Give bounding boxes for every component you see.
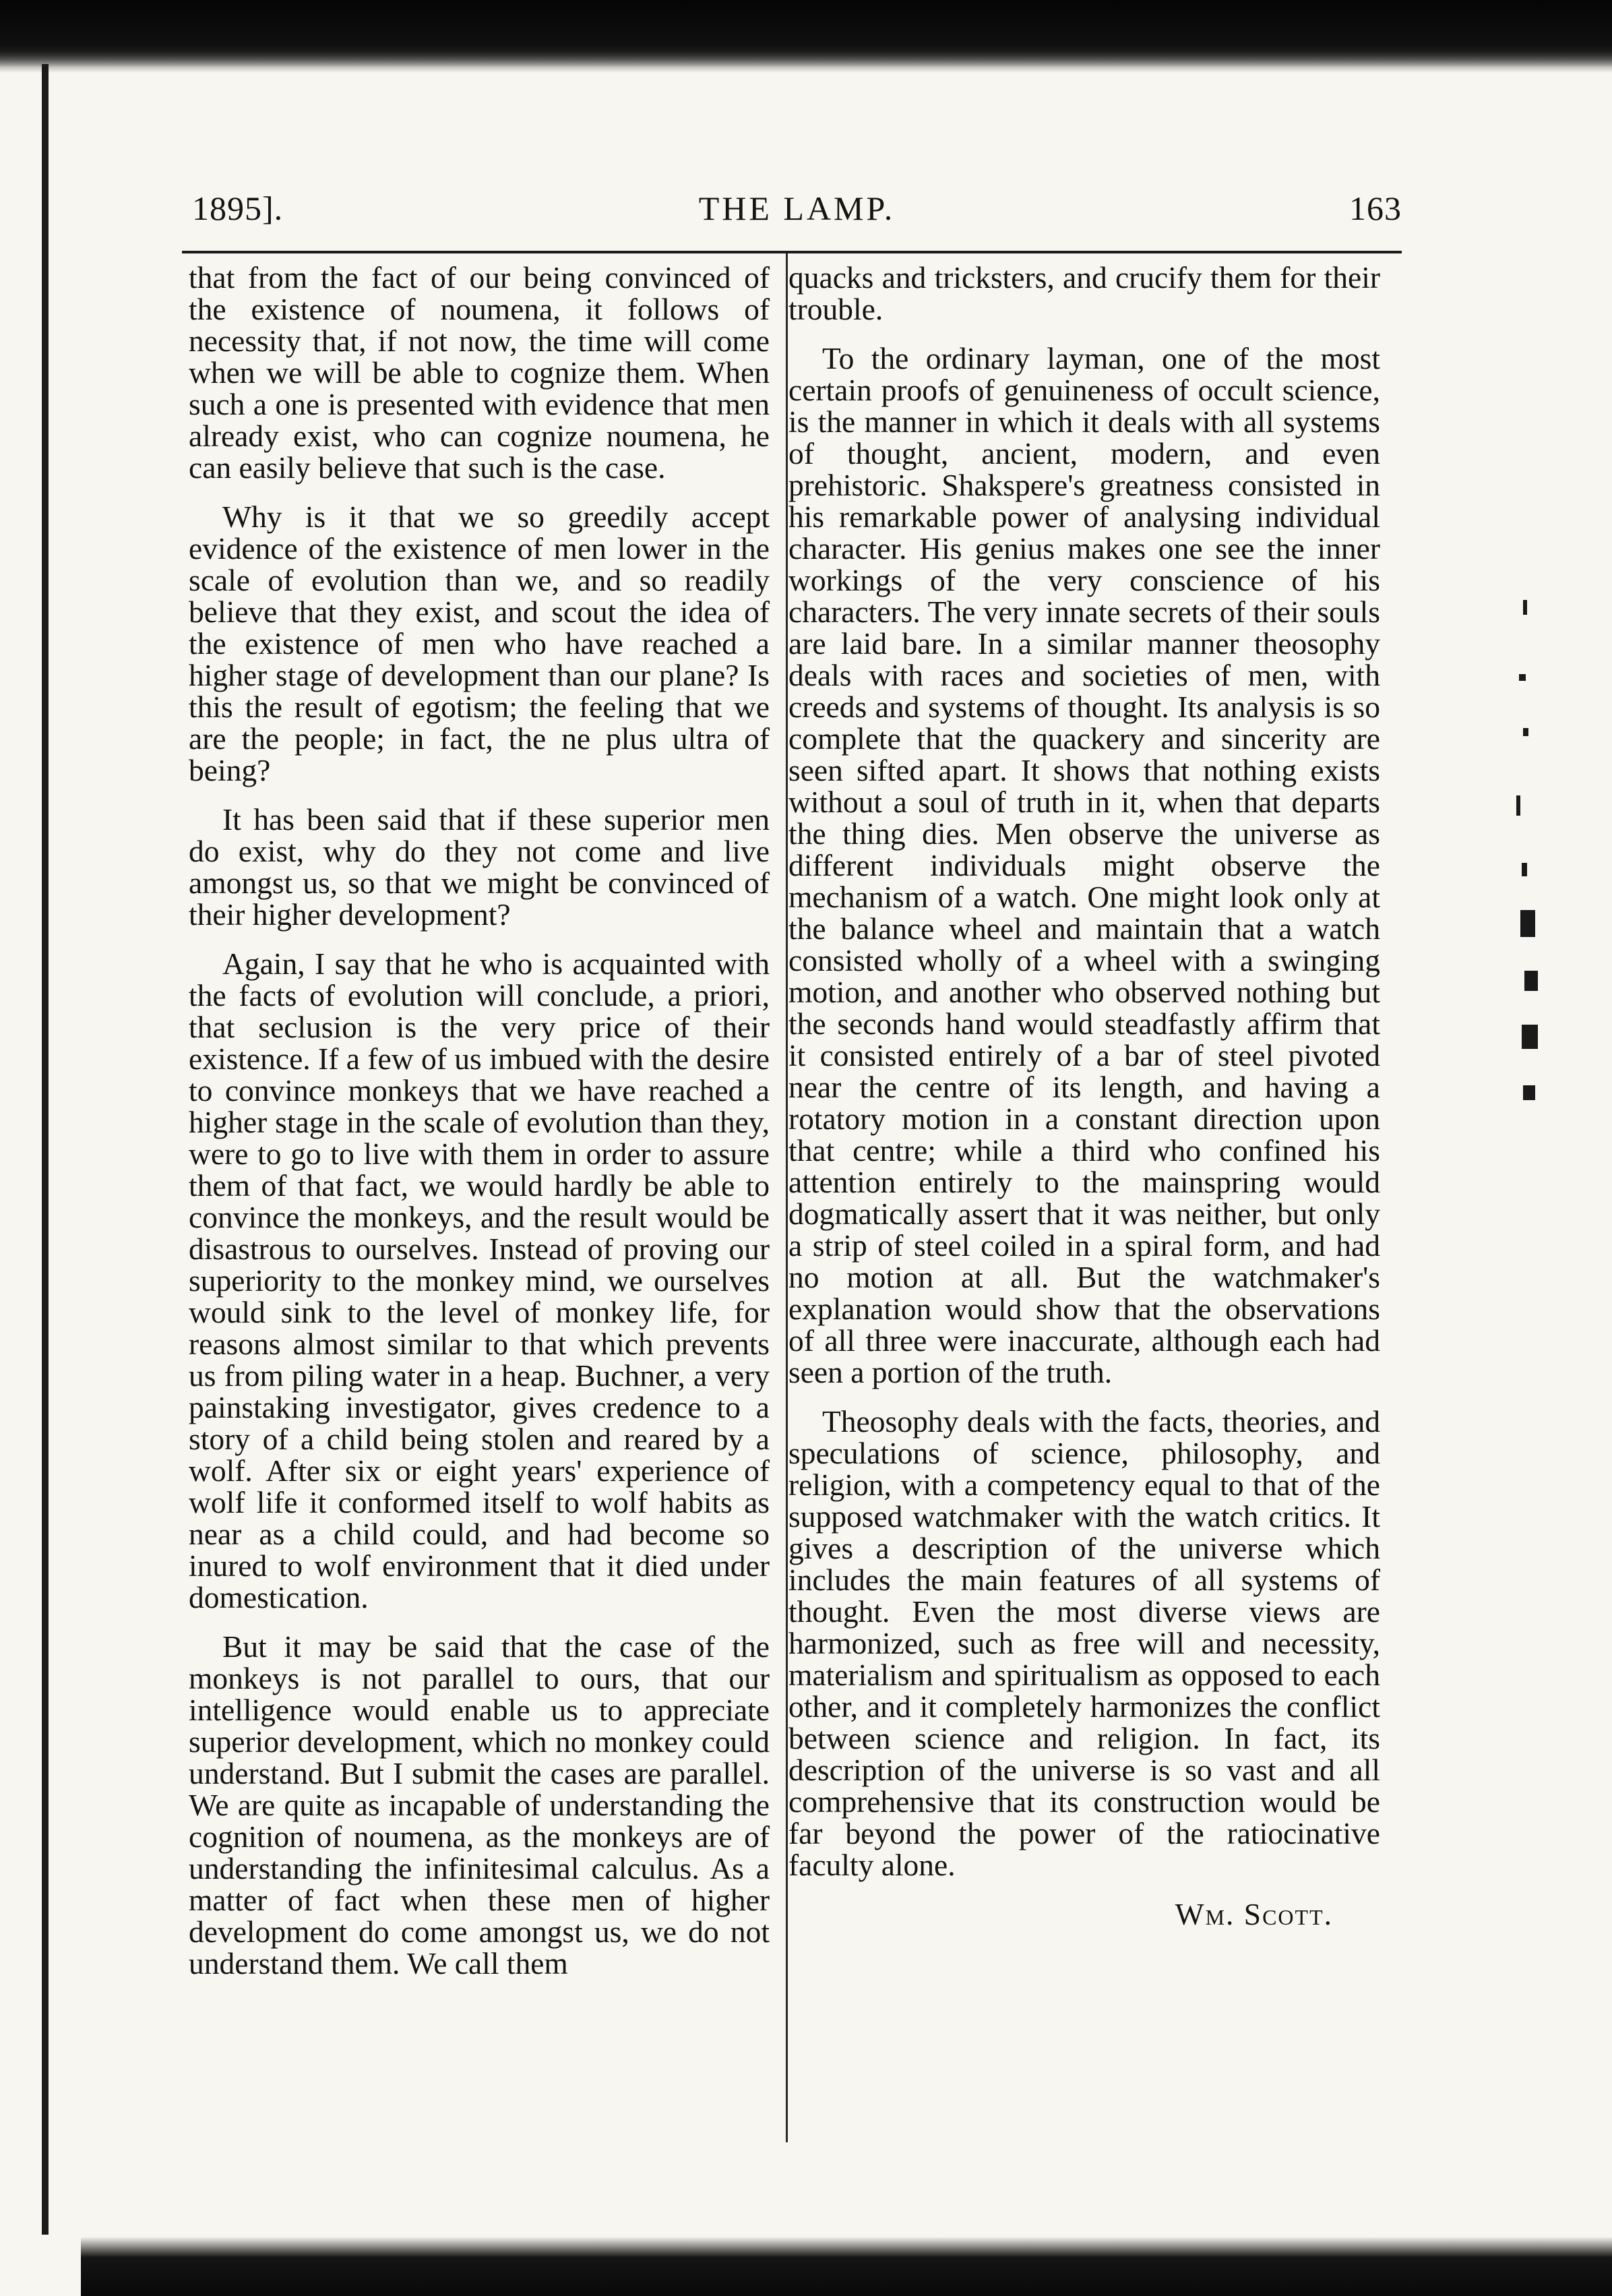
paragraph: But it may be said that the case of the monkeys is not parallel to ours, that our intelligence would enable us to appreciate superior development, which no monkey could understand. But I submit the cases are parallel. We are quite as incapable of understanding the cognition of noumena, as the monkeys are of understanding the infinitesimal calculus. As a matter of fact when these men of higher development do come amongst us, we do not understand them. We call them (189, 1629, 770, 1981)
scan-border-top (0, 0, 1612, 67)
page-number: 163 (1349, 189, 1402, 227)
paragraph: It has been said that if these superior men do exist, why do they not come and live amongst us, so that we might be convinced of their higher development? (189, 802, 770, 932)
column-divider (786, 253, 788, 2142)
left-column (189, 262, 770, 1997)
author-signature: Wm. Scott. (1175, 1897, 1333, 1931)
paragraph: quacks and tricksters, and crucify them for their trouble. (788, 260, 1380, 326)
header-rule (182, 251, 1402, 253)
scan-margin-marks (1510, 593, 1570, 1132)
paragraph: that from the fact of our being convinced of the existence of noumena, it follows of necessity that, if not now, the time will come when we will be able to cognize them. When such a one is presented with evidence that men already exist, who can cognize noumena, he can easily believe that such is the case. (189, 260, 770, 485)
header-year: 1895]. (192, 189, 284, 227)
journal-title: THE LAMP. (698, 189, 896, 227)
paragraph: To the ordinary layman, one of the most certain proofs of genuineness of occult science, is the manner in which it deals with all systems of thought, ancient, modern, and even prehistoric. Shakspere's greatness consisted in his remarkable power of analysing individual character. His genius makes one see the inner workings of the very conscience of his characters. The very innate secrets of their souls are laid bare. In a similar manner theosophy deals with races and societies of men, with creeds and systems of thought. Its analysis is so complete that the quackery and sincerity are seen sifted apart. It shows that nothing exists without a soul of truth in it, when that departs the thing dies. Men observe the universe as different individuals might observe the mechanism of a watch. One might look only at the balance wheel and maintain that a watch consisted wholly of a wheel with a swinging motion, and another who observed nothing but the seconds hand would steadfastly affirm that it consisted entirely of a bar of steel pivoted near the centre of its length, and having a rotatory motion in a constant direction upon that centre; while a third who confined his attention entirely to the mainspring would dogmatically assert that it was neither, but only a strip of steel coiled in a spiral form, and had no motion at all. But the watchmaker's explanation would show that the observations of all three were inaccurate, although each had seen a portion of the truth. (788, 341, 1380, 1389)
scan-border-bottom (81, 2237, 1612, 2296)
running-header (192, 189, 1402, 236)
paragraph: Again, I say that he who is acquainted with the facts of evolution will conclude, a priori, that seclusion is the very price of their existence. If a few of us imbued with the desire to convince monkeys that we have reached a higher stage in the scale of evolution than they, were to go to live with them in order to assure them of that fact, we would hardly be able to convince the monkeys, and the result would be disastrous to ourselves. Instead of proving our superiority to the monkey mind, we ourselves would sink to the level of monkey life, for reasons almost similar to that which prevents us from piling water in a heap. Buchner, a very painstaking investigator, gives credence to a story of a child being stolen and reared by a wolf. After six or eight years' experience of wolf life it conformed itself to wolf habits as near as a child could, and had become so inured to wolf environment that it died under domestication. (189, 946, 770, 1614)
paragraph: Theosophy deals with the facts, theories, and speculations of science, philosophy, and religion, with a competency equal to that of the supposed watchmaker with the watch critics. It gives a description of the universe which includes the main features of all systems of thought. Even the most diverse views are harmonized, such as free will and necessity, materialism and spiritualism as opposed to each other, and it completely harmonizes the conflict between science and religion. In fact, its description of the universe is so vast and all comprehensive that its construction would be far beyond the power of the ratiocinative faculty alone. (788, 1404, 1380, 1882)
right-column (788, 262, 1380, 1930)
paragraph: Why is it that we so greedily accept evidence of the existence of men lower in the scale of evolution than we, and so readily believe that they exist, and scout the idea of the existence of men who have reached a higher stage of development than our plane? Is this the result of egotism; the feeling that we are the people; in fact, the ne plus ultra of being? (189, 500, 770, 787)
scan-border-left (42, 64, 49, 2235)
